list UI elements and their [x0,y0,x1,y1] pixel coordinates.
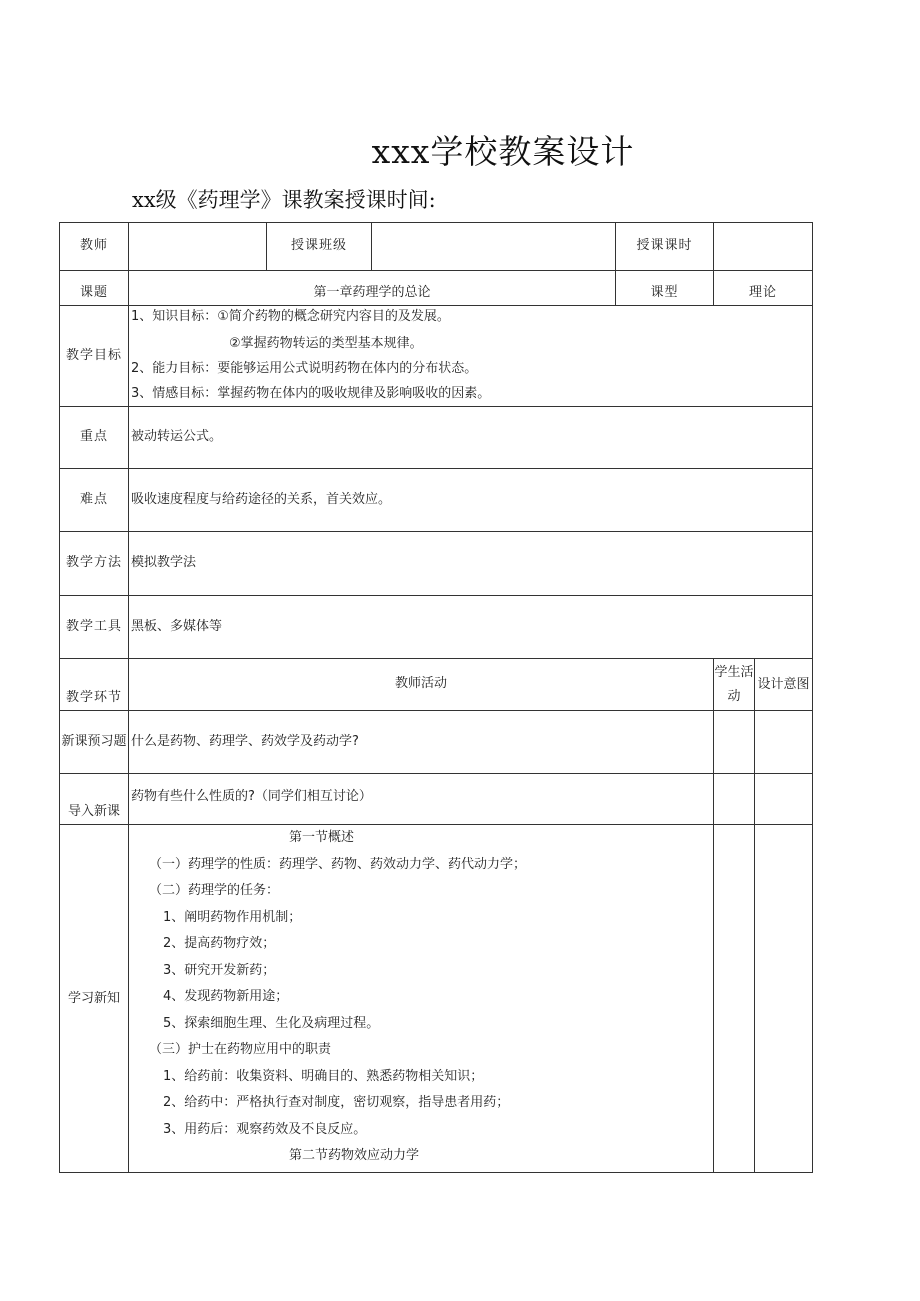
method-value: 模拟教学法 [129,532,813,596]
study-line: （二）药理学的任务： [149,883,280,898]
document-subtitle: xx级《药理学》课教案授课时间: [132,188,436,212]
preview-student-cell [714,711,755,774]
tools-row [60,596,813,659]
task-item: 4、发现药物新用途； [163,989,289,1004]
method-label: 教学方法 [60,532,129,596]
student-activity-header: 学生活动 [714,659,755,711]
difficulty-row [60,469,813,532]
task-item: 1、阐明药物作用机制； [163,909,302,925]
duty-item: 3、用药后：观察药效及不良反应。 [163,1121,367,1137]
hours-value [714,223,813,271]
key-point-value: 被动转运公式。 [129,407,813,469]
difficulty-value: 吸收速度程度与给药途径的关系，首关效应。 [129,469,813,532]
info-row [60,223,813,271]
section-heading: 第一节概述 [289,830,355,845]
duty-item: 1、给药前：收集资料、明确目的、熟悉药物相关知识； [163,1068,484,1084]
task-item: 5、探索细胞生理、生化及病理过程。 [163,1015,380,1031]
study-student-cell [714,825,755,1173]
study-label: 学习新知 [60,825,129,1173]
tools-label: 教学工具 [60,596,129,659]
study-row [60,825,813,1173]
preview-row [60,711,813,774]
objectives-row [60,306,813,407]
intro-intent-cell [755,774,813,825]
intro-label: 导入新课 [60,774,129,825]
task-item: 3、研究开发新药； [163,962,276,978]
preview-value: 什么是药物、药理学、药效学及药动学? [129,711,714,774]
type-value: 理论 [714,271,813,306]
objective-line: 1、知识目标：①简介药物的概念研究内容目的及发展。 [131,309,450,324]
topic-row [60,271,813,306]
difficulty-label: 难点 [60,469,129,532]
intro-student-cell [714,774,755,825]
study-line: （一）药理学的性质：药理学、药物、药效动力学、药代动力学； [149,856,527,872]
objectives-content [129,306,813,407]
duty-item: 2、给药中：严格执行查对制度，密切观察，指导患者用药； [163,1095,510,1110]
objectives-label: 教学目标 [60,306,129,407]
lesson-plan-table [59,222,813,1173]
section-heading: 第二节药物效应动力学 [289,1148,420,1163]
study-content [129,825,714,1173]
stage-label: 教学环节 [60,659,129,711]
type-label: 课型 [616,271,714,306]
objective-line: 2、能力目标：要能够运用公式说明药物在体内的分布状态。 [131,361,478,376]
teacher-label: 教师 [60,223,129,271]
topic-label: 课题 [60,271,129,306]
teacher-value [129,223,267,271]
topic-value: 第一章药理学的总论 [129,271,616,306]
key-point-label: 重点 [60,407,129,469]
design-intent-header: 设计意图 [755,659,813,711]
study-intent-cell [755,825,813,1173]
objective-line: ②掌握药物转运的类型基本规律。 [229,336,423,351]
document-title: xxx学校教案设计 [371,132,635,171]
class-value [372,223,616,271]
key-point-row [60,407,813,469]
teacher-activity-header: 教师活动 [129,659,714,711]
preview-intent-cell [755,711,813,774]
method-row [60,532,813,596]
stage-header-row [60,659,813,711]
task-item: 2、提高药物疗效； [163,936,276,951]
objective-line: 3、情感目标：掌握药物在体内的吸收规律及影响吸收的因素。 [131,386,491,401]
study-line: （三）护士在药物应用中的职责 [149,1042,332,1057]
class-label: 授课班级 [267,223,372,271]
tools-value: 黑板、多媒体等 [129,596,813,659]
intro-row [60,774,813,825]
intro-value: 药物有些什么性质的?（同学们相互讨论） [129,774,714,825]
hours-label: 授课课时 [616,223,714,271]
preview-label: 新课预习题 [60,711,129,774]
